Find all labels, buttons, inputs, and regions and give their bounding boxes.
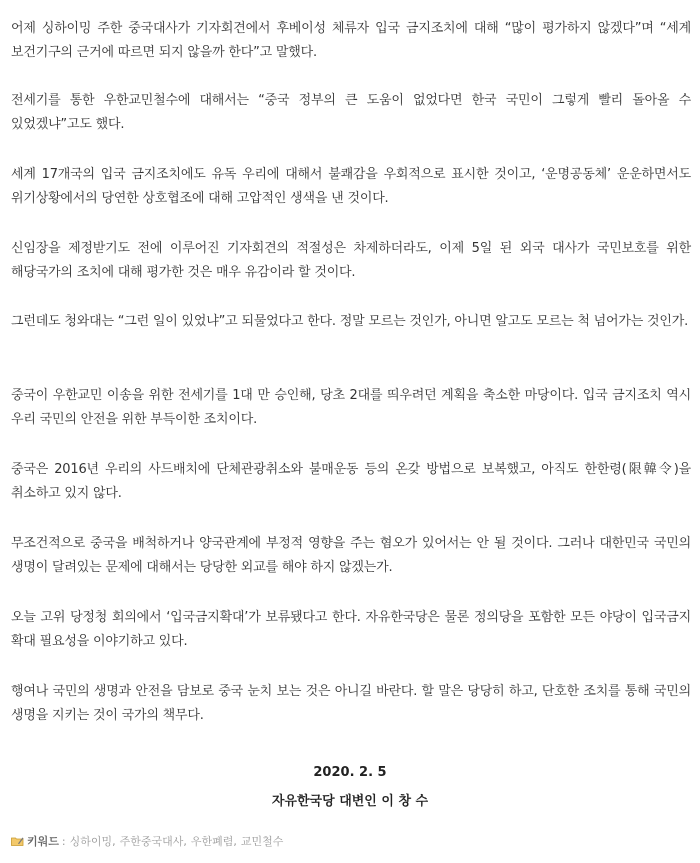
paragraph-1: 어제 싱하이밍 주한 중국대사가 기자회견에서 후베이성 체류자 입국 금지조치에 대해 “많이 평가하지 않겠다”며 “세계 보건기구의 근거에 따르면 되지 않을까 한다”고 말했다. — [11, 21, 691, 60]
keyword-link[interactable]: 주한중국대사 — [119, 835, 184, 848]
keyword-link[interactable]: 교민철수 — [240, 835, 284, 848]
paragraph-8: 무조건적으로 중국을 배척하거나 양국관계에 부정적 영향을 주는 혐오가 있어서는 안 될 것이다. 그러나 대한민국 국민의 생명이 달려있는 문제에 대해서는 당당한 외교를 해야 하지 않겠는가. — [11, 536, 691, 575]
pencil-folder-icon — [11, 836, 24, 846]
statement-date: 2020. 2. 5 — [313, 765, 387, 780]
paragraph-5: 그런데도 청와대는 “그런 일이 있었냐”고 되물었다고 한다. 정말 모르는 것인가, 아니면 알고도 모르는 척 넘어가는 것인가. — [11, 314, 689, 329]
keyword-comma: , — [112, 834, 116, 848]
keyword-comma: , — [183, 834, 187, 848]
paragraph-3: 세계 17개국의 입국 금지조치에도 유독 우리에 대해서 불쾌감을 우회적으로 표시한 것이고, ‘운명공동체’ 운운하면서도 위기상황에서의 당연한 상호협조에 대해 고압적인 생색을 낸 것이다. — [11, 167, 691, 206]
paragraph-2: 전세기를 통한 우한교민철수에 대해서는 “중국 정부의 큰 도움이 없었다면 한국 국민이 그렇게 빨리 돌아올 수 있었겠냐”고도 했다. — [11, 93, 691, 132]
paragraph-9: 오늘 고위 당정청 회의에서 ‘입국금지확대’가 보류됐다고 한다. 자유한국당은 물론 정의당을 포함한 모든 야당이 입국금지 확대 필요성을 이야기하고 있다. — [11, 610, 691, 649]
spokesperson-signature: 자유한국당 대변인 이 창 수 — [271, 794, 429, 809]
keyword-bar — [11, 833, 283, 849]
paragraph-10: 행여나 국민의 생명과 안전을 담보로 중국 눈치 보는 것은 아니길 바란다. 할 말은 당당히 하고, 단호한 조치를 통해 국민의 생명을 지키는 것이 국가의 책무다. — [11, 684, 691, 723]
keyword-separator: : — [61, 834, 66, 848]
keyword-comma: , — [233, 834, 237, 848]
paragraph-7: 중국은 2016년 우리의 사드배치에 단체관광취소와 불매운동 등의 온갖 방법으로 보복했고, 아직도 한한령(限韓令)을 취소하고 있지 않다. — [11, 462, 691, 501]
paragraph-4: 신임장을 제정받기도 전에 이루어진 기자회견의 적절성은 차제하더라도, 이제 5일 된 외국 대사가 국민보호를 위한 해당국가의 조치에 대해 평가한 것은 매우 유감이라 할 것이다. — [11, 241, 691, 280]
paragraph-6: 중국이 우한교민 이송을 위한 전세기를 1대 만 승인해, 당초 2대를 띄우려던 계획을 축소한 마당이다. 입국 금지조치 역시 우리 국민의 안전을 위한 부득이한 조치이다. — [11, 388, 691, 427]
keyword-link[interactable]: 우한폐렴 — [190, 835, 234, 848]
keyword-link[interactable]: 싱하이밍 — [69, 835, 113, 848]
keyword-label: 키워드 — [27, 835, 59, 848]
